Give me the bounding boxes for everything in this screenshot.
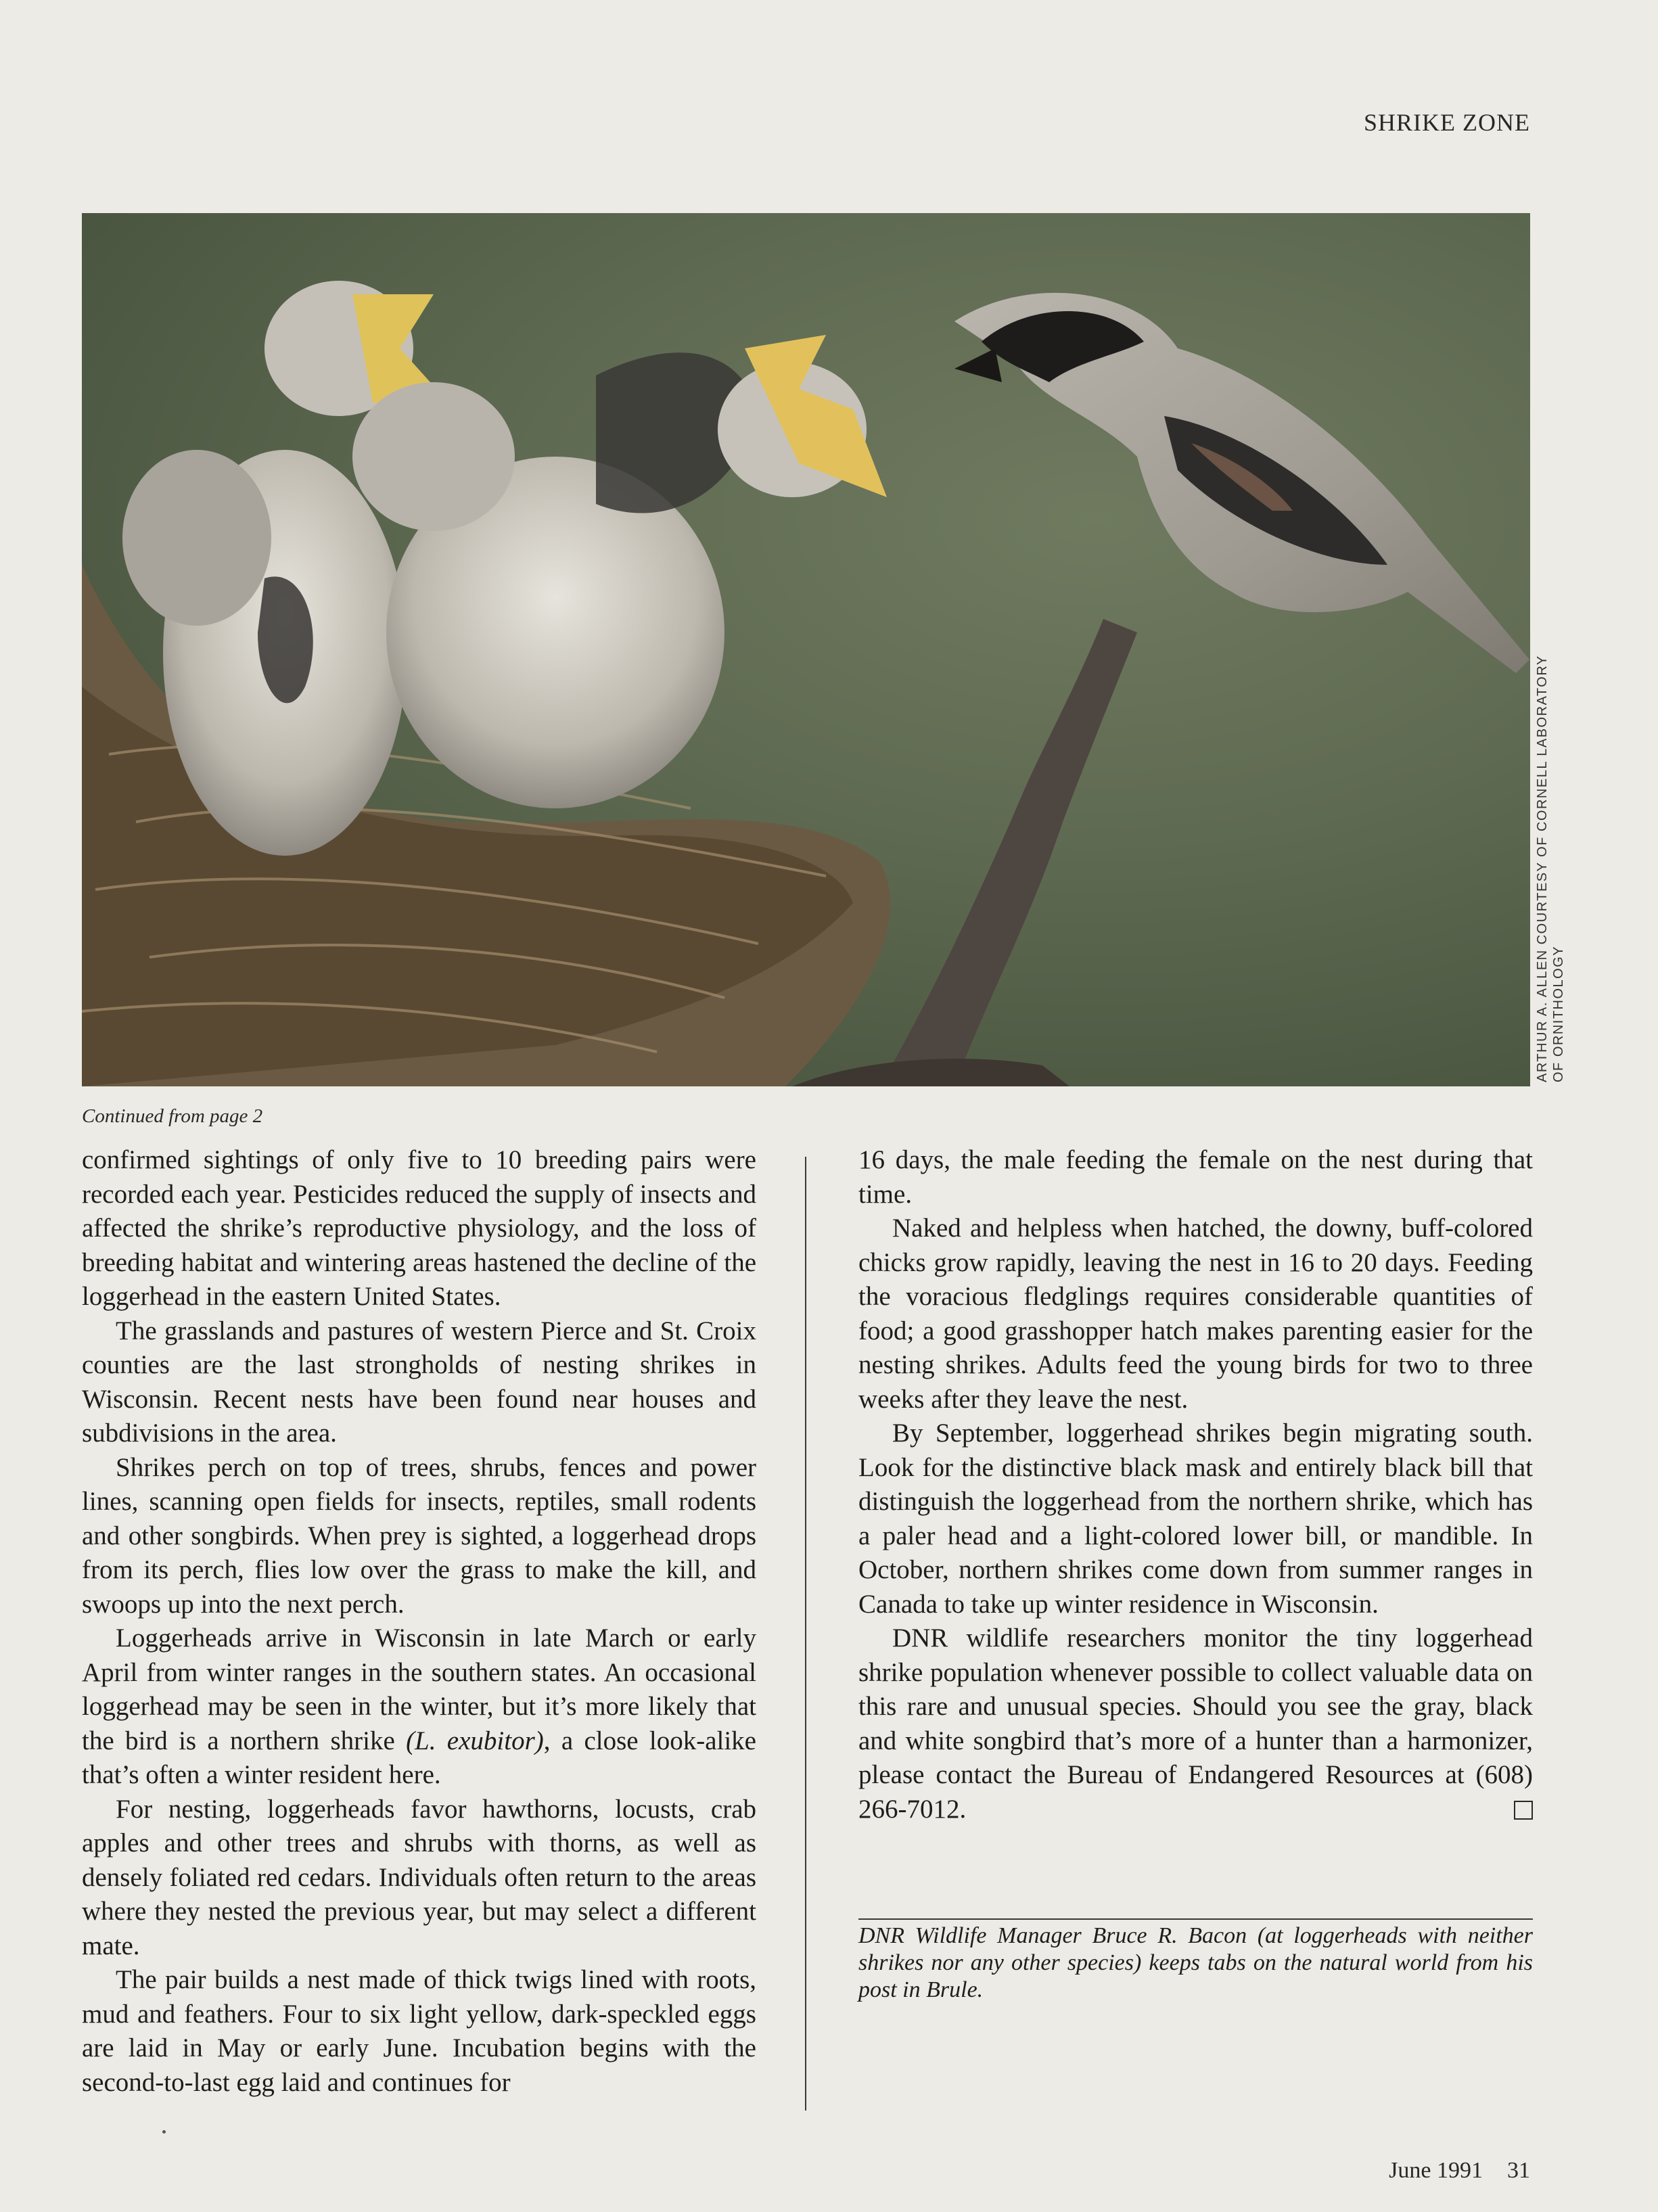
author-bio: DNR Wildlife Manager Bruce R. Bacon (at loggerheads with neither shrikes nor any other species) keeps tabs on the natural world from his post in Brule. xyxy=(858,1923,1533,2002)
paragraph: Shrikes perch on top of trees, shrubs, fences and power lines, scanning open fields for insects, reptiles, small rodents and other songbirds. When prey is sighted, a loggerhead drops from its perch, flies low over the grass to make the kill, and swoops up into the next perch. xyxy=(82,1452,756,1619)
paragraph: 16 days, the male feeding the female on the nest during that time. xyxy=(858,1145,1533,1209)
continued-note: Continued from page 2 xyxy=(82,1105,263,1127)
paragraph: The grasslands and pastures of western Pierce and St. Croix counties are the last strongholds of nesting shrikes in Wisconsin. Recent nests have been found near houses and subdivisions in the area. xyxy=(82,1316,756,1448)
end-mark-icon xyxy=(1514,1801,1533,1820)
photo-credit-line-1: ARTHUR A. ALLEN COURTESY OF CORNELL LABORATORY xyxy=(1535,655,1550,1082)
right-column xyxy=(858,1143,1533,1826)
column-divider xyxy=(805,1157,806,2111)
page-number: 31 xyxy=(1507,2158,1530,2183)
paragraph: For nesting, loggerheads favor hawthorns, locusts, crab apples and other trees and shrubs with thorns, as well as densely foliated red cedars. Individuals often return to the areas where they nested the previous year, but may select a different mate. xyxy=(82,1794,756,1960)
paragraph: Naked and helpless when hatched, the downy, buff-colored chicks grow rapidly, leaving the nest in 16 to 20 days. Feeding the voracious fledglings requires considerable quantities of food; a good grasshopper hatch makes parenting easier for the nesting shrikes. Adults feed the young birds for two to three weeks after they leave the nest. xyxy=(858,1214,1533,1414)
paragraph: The pair builds a nest made of thick twigs lined with roots, mud and feathers. Four to six light yellow, dark-speckled eggs are laid in May or early June. Incubation begins with the second-to-last egg laid and continues for xyxy=(82,1965,756,2097)
paragraph: By September, loggerhead shrikes begin migrating south. Look for the distinctive black mask and entirely black bill that distinguish the loggerhead from the northern shrike, which has a paler head and a light-colored lower bill, or mandible. In October, northern shrikes come down from summer ranges in Canada to take up winter residence in Wisconsin. xyxy=(858,1419,1533,1619)
paragraph-text: , a close look-alike that’s often a winter resident here. xyxy=(82,1726,756,1789)
paragraph-loggerheads xyxy=(82,1621,756,1793)
paragraph-text: Loggerheads arrive in Wisconsin in late March or early April from winter ranges in the southern states. An occasional loggerhead may be seen in the winter, but it’s more likely that the bird is a northern shrike xyxy=(82,1623,756,1755)
bio-rule xyxy=(858,1918,1533,1920)
photo-credit-line-2: OF ORNITHOLOGY xyxy=(1551,945,1566,1082)
paragraph-text: DNR wildlife researchers monitor the tiny loggerhead shrike population whenever possible to collect valuable data on this rare and unusual species. Should you see the gray, black and white songbird that’s more of a hunter than a harmonizer, please contact the Bureau of Endangered Resources at (608) 266-7012. xyxy=(858,1623,1533,1824)
species-name: (L. exubitor) xyxy=(406,1726,544,1755)
issue-date: June 1991 xyxy=(1389,2158,1483,2183)
running-head: SHRIKE ZONE xyxy=(1364,109,1530,136)
paragraph: confirmed sightings of only five to 10 breeding pairs were recorded each year. Pesticides reduced the supply of insects and affected the shrike’s reproductive physiology, and the loss of breeding habitat and wintering areas hastened the decline of the loggerhead in the eastern United States. xyxy=(82,1145,756,1311)
photo-credit xyxy=(1534,655,1567,1082)
left-column xyxy=(82,1143,756,2100)
folio xyxy=(1389,2158,1530,2184)
paragraph-final xyxy=(858,1621,1533,1826)
print-speck xyxy=(162,2130,166,2134)
shrike-nest-photo-icon xyxy=(82,213,1530,1086)
shrike-nest-photo xyxy=(82,213,1530,1086)
